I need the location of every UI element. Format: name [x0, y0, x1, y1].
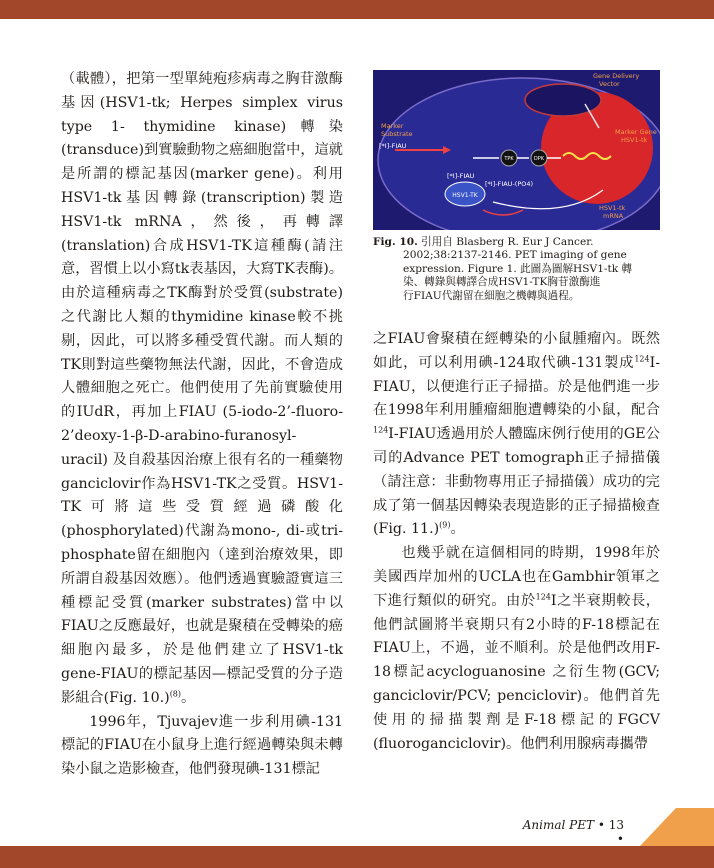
label-substrate: Substrate [381, 130, 413, 138]
label-fiau-inside: [*I]-FIAU [447, 172, 475, 180]
label-mrna-hsv1tk: HSV1-tk [599, 204, 626, 212]
right-text-column [373, 328, 660, 756]
top-color-band [0, 0, 714, 19]
figure-caption [373, 236, 660, 303]
caption-line-2: 2002;38:2137-2146. PET imaging of gene [403, 249, 627, 262]
left-paragraph-1: （載體），把第一型單純疱疹病毒之胸苷激酶基因(HSV1-tk; Herpes simplex virus type 1- thymidine kinase)轉染(transduce)到實驗動物之癌細胞當中，這就是所謂的標記基因(marker gene)。利用HSV1-tk基因轉錄(transcription)製造HSV1-tk mRNA，然後，再轉譯(translation)合成HSV1-TK這種酶(請注意，習慣上以小寫tk表基因，大寫TK表酶)。由於這種病毒之TK酶對於受質(substrate)之代謝比人類的thymidine kinase較不挑剔，因此，可以將多種受質代謝。而人類的TK則對這些藥物無法代謝，因此，不會造成人體細胞之死亡。他們使用了先前實驗使用的IUdR，再加上FIAU (5-iodo-2’-fluoro-2’deoxy-1-β-D-arabino-furanosyl-uracil) 及自殺基因治療上很有名的一種藥物ganciclovir作為HSV1-TK之受質。HSV1-TK可將這些受質經過磷酸化(phosphorylated)代謝為mono-, di-或tri-phosphate留在細胞內（達到治療效果，即所謂自殺基因效應）。他們透過實驗證實這三種標記受質(marker substrates)當中以FIAU之反應最好，也就是聚積在受轉染的癌細胞內最多，於是他們建立了HSV1-tk gene-FIAU的標記基因—標記受質的分子造影組合(Fig. 10.)$^{(8)}$。 [61, 71, 343, 706]
right-paragraph-1: 之FIAU會聚積在經轉染的小鼠腫瘤內。既然如此，可以利用碘-124取代碘-131製成$^{124}$I-FIAU，以便進行正子掃描。於是他們進一步在1998年利用腫瘤細胞遭轉染的小鼠，配合$^{124}$I-FIAU透過用於人體臨床例行使用的GE公司的Advance PET tomograph正子掃描儀（請注意：非動物專用正子掃描儀）成功的完成了第一個基因轉染表現造影的正子掃描檢查 (Fig. 11.)$^{(9)}$。 [373, 331, 660, 538]
left-text-column [61, 68, 343, 782]
caption-line-3: expression. Figure 1. 此圖為圖解HSV1-tk 轉 [403, 262, 633, 275]
magazine-name: Animal PET [522, 818, 594, 832]
caption-line-4: 染、轉錄與轉譯合成HSV1-TK胸苷激酶進 [403, 276, 601, 289]
caption-figure-number: Fig. 10. [373, 236, 418, 248]
label-marker-gene: Marker Gene [615, 128, 657, 136]
right-paragraph-2: 也幾乎就在這個相同的時期，1998年於美國西岸加州的UCLA也在Gambhir領軍之下進行類似的研究。由於$^{124}$I之半衰期較長，他們試圖將半衰期只有2小時的F-18標記在FIAU上，不過，並不順利。於是他們改用F-18標記acycloguanosine 之衍生物(GCV; ganciclovir/PCV; penciclovir)。他們首先使用的掃描製劑是F-18標記的FGCV (fluoroganciclovir)。他們利用腺病毒攜帶 [373, 545, 660, 752]
label-marker: Marker [381, 122, 404, 130]
corner-triangle [640, 808, 714, 846]
citation-8: (8) [169, 688, 182, 698]
citation-9: (9) [439, 520, 451, 530]
page-footer [514, 818, 624, 846]
corner-decoration [640, 808, 714, 846]
label-vector: Vector [599, 80, 620, 88]
label-mrna: mRNA [603, 212, 624, 220]
figure-10-diagram [373, 70, 660, 230]
label-fiau-po4: [*I]-FIAU-(PO4) [485, 180, 534, 188]
label-gene-delivery: Gene Delivery [593, 72, 640, 80]
gene-expression-diagram [373, 70, 660, 230]
tpk-label: TPK [504, 156, 514, 162]
left-paragraph-2: 1996年，Tjuvajev進一步利用碘-131標記的FIAU在小鼠身上進行經過轉染與未轉染小鼠之造影檢查，他們發現碘-131標記 [61, 713, 343, 778]
label-fiau-outside: [*I]-FIAU [379, 142, 407, 150]
label-marker-gene-hsv1tk: HSV1-tk [621, 136, 648, 144]
dpk-label: DPK [533, 156, 545, 162]
caption-line-1: Fig. 10. 引用自 Blasberg R. Eur J Cancer. [373, 236, 594, 248]
page-number: • 13 • [597, 818, 624, 846]
caption-line-5: 行FIAU代謝留在細胞之機轉與過程。 [403, 289, 580, 302]
bottom-color-band [0, 846, 714, 868]
hsv1tk-enzyme-label: HSV1-TK [452, 192, 478, 199]
